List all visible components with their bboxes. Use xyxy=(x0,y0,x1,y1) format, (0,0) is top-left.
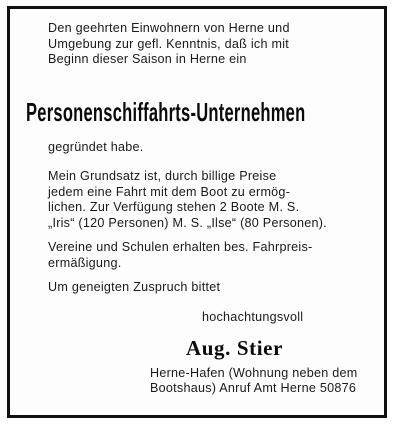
intro-paragraph xyxy=(48,21,366,68)
clubs-line: ermäßigung. xyxy=(48,255,122,270)
principle-line: „Iris“ (120 Personen) M. S. „Ilse“ (80 Personen). xyxy=(48,215,327,230)
clubs-paragraph xyxy=(48,240,366,271)
principle-line: lichen. Zur Verfügung stehen 2 Boote M. S. xyxy=(48,200,300,215)
closing-line: Um geneigten Zuspruch bittet xyxy=(48,280,221,294)
address-block xyxy=(150,366,382,396)
intro-line: Umgebung zur gefl. Kenntnis, daß ich mit xyxy=(48,36,289,51)
salutation: hochachtungsvoll xyxy=(202,310,304,324)
principle-line: jedem eine Fahrt mit dem Boot zu ermög- xyxy=(48,184,291,199)
headline: Personenschiffahrts-Unternehmen xyxy=(26,97,306,127)
signature-name: Aug. Stier xyxy=(186,336,283,360)
address-line: Herne-Hafen (Wohnung neben dem xyxy=(150,366,358,380)
founded-line: gegründet habe. xyxy=(48,140,144,154)
clubs-line: Vereine und Schulen erhalten bes. Fahrpreis- xyxy=(48,240,313,254)
address-line: Bootshaus) Anruf Amt Herne 50876 xyxy=(150,381,357,395)
principle-line: Mein Grundsatz ist, durch billige Preise xyxy=(48,169,277,183)
intro-line: Beginn dieser Saison in Herne ein xyxy=(48,52,247,67)
principle-paragraph xyxy=(48,169,366,231)
intro-line: Den geehrten Einwohnern von Herne und xyxy=(48,21,290,35)
